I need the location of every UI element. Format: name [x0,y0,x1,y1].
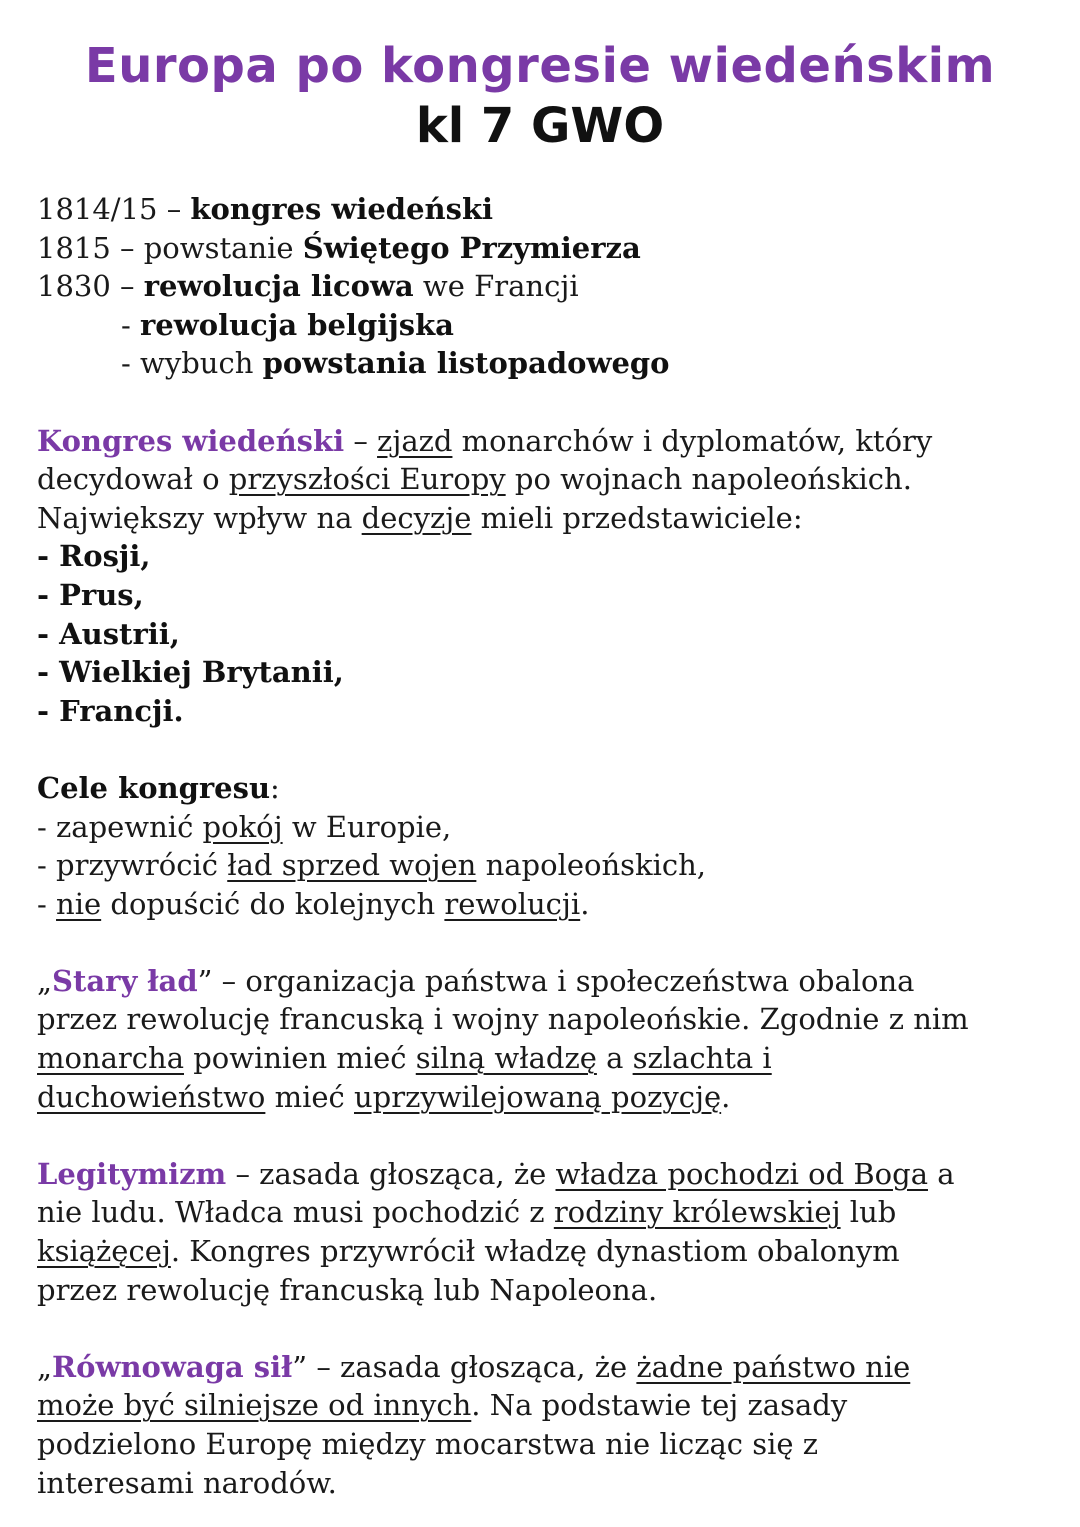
term-kongres: Kongres wiedeński [37,423,345,458]
list-item: - przywrócić ład sprzed wojen napoleońskich, [37,848,707,883]
list-item: - Wielkiej Brytanii, [37,655,344,690]
section-cele: Cele kongresu: - zapewnić pokój w Europie, - przywrócić ład sprzed wojen napoleońskich, - nie dopuścić do kolejnych rewolucji. [37,769,1047,923]
section-stary-lad: „Stary ład” – organizacja państwa i społeczeństwa obalona przez rewolucję francuską i wojny napoleońskie. Zgodnie z nim monarcha powinien mieć silną władzę a szlachta i duchowieństwo mieć uprzywilejowaną pozycję. [37,963,969,1114]
section-rownowaga: „Równowaga sił” – zasada głosząca, że żadne państwo nie może być silniejsze od innych. Na podstawie tej zasady podzielono Europę między mocarstwa nie licząc się z interesami narodów. [37,1349,911,1500]
list-item: - Rosji, [37,539,151,574]
section-legitymizm: Legitymizm – zasada głosząca, że władza pochodzi od Boga a nie ludu. Władca musi pochodzić z rodziny królewskiej lub książęcej. Kongres przywrócił władzę dynastiom obalonym przez rewolucję francuską lub Napoleona. [37,1156,955,1307]
term-rownowaga: Równowaga sił [52,1349,293,1384]
timeline-subitem: - wybuch powstania listopadowego [121,346,670,381]
list-item: - Prus, [37,577,144,612]
page-subtitle: kl 7 GWO [415,98,665,154]
timeline [37,190,1047,383]
document-body [37,190,1047,1502]
section-kongres: Kongres wiedeński – zjazd monarchów i dyplomatów, który decydował o przyszłości Europy po wojnach napoleońskich. Największy wpływ na decyzje mieli przedstawiciele: - Rosji, - Prus, - Austrii, - Wielkiej Brytanii, - Francji. [37,422,1047,731]
term-stary-lad: Stary ład [52,963,198,998]
list-item: - Francji. [37,693,184,728]
page-title: Europa po kongresie wiedeńskim [84,38,996,94]
section-heading: Cele kongresu [37,770,271,805]
list-item: - Austrii, [37,616,180,651]
timeline-subitem: - rewolucja belgijska [121,307,454,342]
list-item: - nie dopuścić do kolejnych rewolucji. [37,886,590,921]
timeline-item: 1830 – rewolucja licowa we Francji [37,269,579,304]
list-item: - zapewnić pokój w Europie, [37,809,452,844]
timeline-item: 1815 – powstanie Świętego Przymierza [37,230,641,265]
term-legitymizm: Legitymizm [37,1156,227,1191]
timeline-item: 1814/15 – kongres wiedeński [37,192,494,226]
